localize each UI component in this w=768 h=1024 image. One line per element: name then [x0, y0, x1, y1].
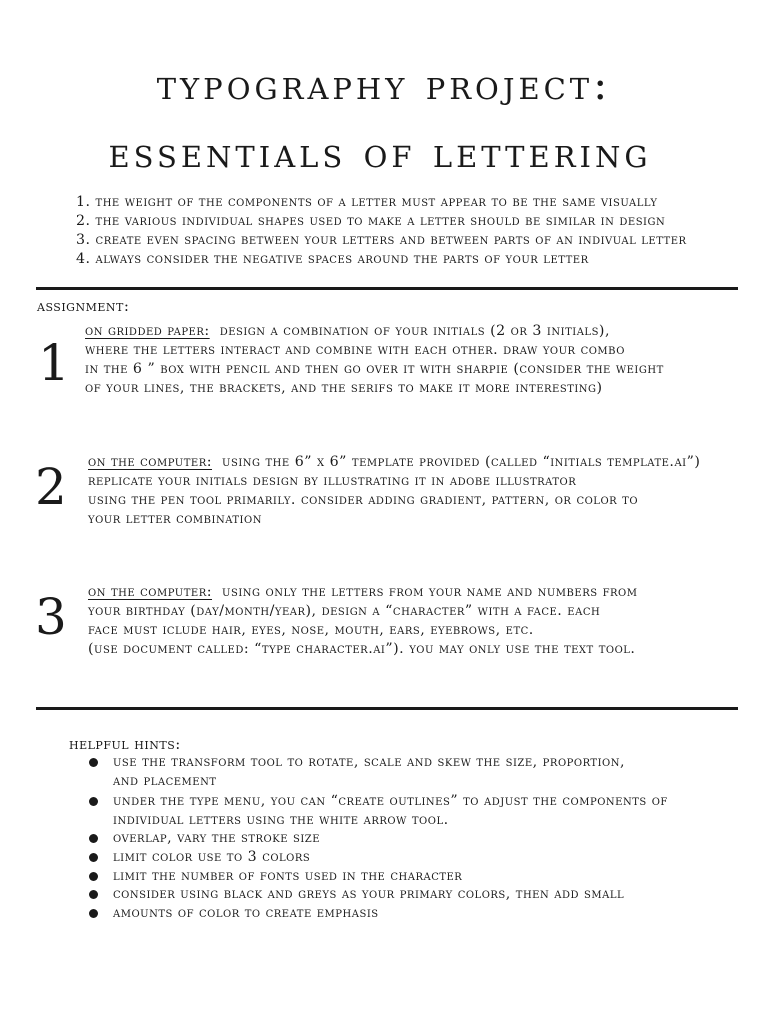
bullet-icon	[89, 797, 98, 806]
step-line: your birthday (day/month/year), design a “character” with a face. each	[88, 603, 601, 619]
hint-item	[89, 848, 668, 867]
step-line: your letter combination	[88, 511, 262, 527]
bullet-icon	[89, 909, 98, 918]
principles-list	[76, 193, 687, 269]
step-line: using only the letters from your name and numbers from	[212, 584, 638, 600]
principle-item: 2. the various individual shapes used to make a letter should be similar in design	[76, 213, 666, 229]
page-title-line-1: typography project:	[156, 60, 612, 109]
step-line: in the 6 ” box with pencil and then go over it with sharpie (consider the weight	[85, 361, 664, 377]
step-line: face must iclude hair, eyes, nose, mouth, ears, eyebrows, etc.	[88, 622, 534, 638]
step-line: where the letters interact and combine with each other. draw your combo	[85, 342, 625, 358]
step-2-lead: on the computer:	[88, 454, 213, 470]
hint-text: consider using black and greys as your primary colors, then add small	[113, 886, 625, 903]
hint-text: limit color use to 3 colors	[113, 848, 311, 865]
hint-item	[89, 904, 668, 923]
hint-continuation	[89, 772, 668, 791]
bullet-icon	[89, 890, 98, 899]
hint-text: use the transform tool to rotate, scale and skew the size, proportion,	[113, 754, 625, 770]
hints-label: helpful hints:	[69, 735, 181, 753]
page-title-line-2: essentials of lettering	[108, 128, 652, 177]
hint-item	[89, 867, 668, 886]
divider-bottom	[36, 707, 738, 710]
hint-item	[89, 829, 668, 848]
principle-item: 3. create even spacing between your letters and between parts of an indivual letter	[76, 232, 687, 248]
step-1-text	[85, 322, 664, 398]
step-2-text	[88, 453, 700, 529]
step-1-lead: on gridded paper:	[85, 323, 210, 339]
step-line: (use document called: “type character.ai”). you may only use the text tool.	[88, 641, 636, 657]
bullet-icon	[89, 834, 98, 843]
step-line: replicate your initials design by illustrating it in adobe illustrator	[88, 473, 577, 489]
hint-item	[89, 753, 668, 772]
bullet-icon	[89, 758, 98, 767]
hint-text: and placement	[113, 772, 217, 789]
hint-item	[89, 885, 668, 904]
hint-text: individual letters using the white arrow tool.	[113, 811, 449, 828]
step-number-2: 2	[35, 458, 67, 516]
hint-text: under the type menu, you can “create outlines” to adjust the components of	[113, 793, 668, 810]
step-number-1: 1	[38, 334, 70, 392]
bullet-icon	[89, 872, 98, 881]
bullet-icon	[89, 853, 98, 862]
hint-item	[89, 792, 668, 811]
step-line: design a combination of your initials (2 or 3 initials),	[209, 323, 610, 339]
hint-text: overlap, vary the stroke size	[113, 830, 321, 847]
step-line: using the 6” x 6” template provided (called “initials template.ai”)	[212, 454, 701, 470]
step-number-3: 3	[35, 588, 67, 646]
step-3-lead: on the computer:	[88, 584, 213, 600]
hints-list	[89, 753, 668, 922]
hint-text: limit the number of fonts used in the character	[113, 867, 463, 884]
principle-item: 4. always consider the negative spaces around the parts of your letter	[76, 251, 589, 267]
hint-text: amounts of color to create emphasis	[113, 904, 379, 921]
hint-continuation	[89, 811, 668, 830]
step-line: of your lines, the brackets, and the serifs to make it more interesting)	[85, 380, 603, 396]
step-line: using the pen tool primarily. consider adding gradient, pattern, or color to	[88, 492, 639, 508]
assignment-label: assignment:	[37, 297, 130, 315]
divider-top	[36, 287, 738, 290]
step-3-text	[88, 583, 638, 659]
principle-item: 1. the weight of the components of a letter must appear to be the same visually	[76, 194, 658, 210]
